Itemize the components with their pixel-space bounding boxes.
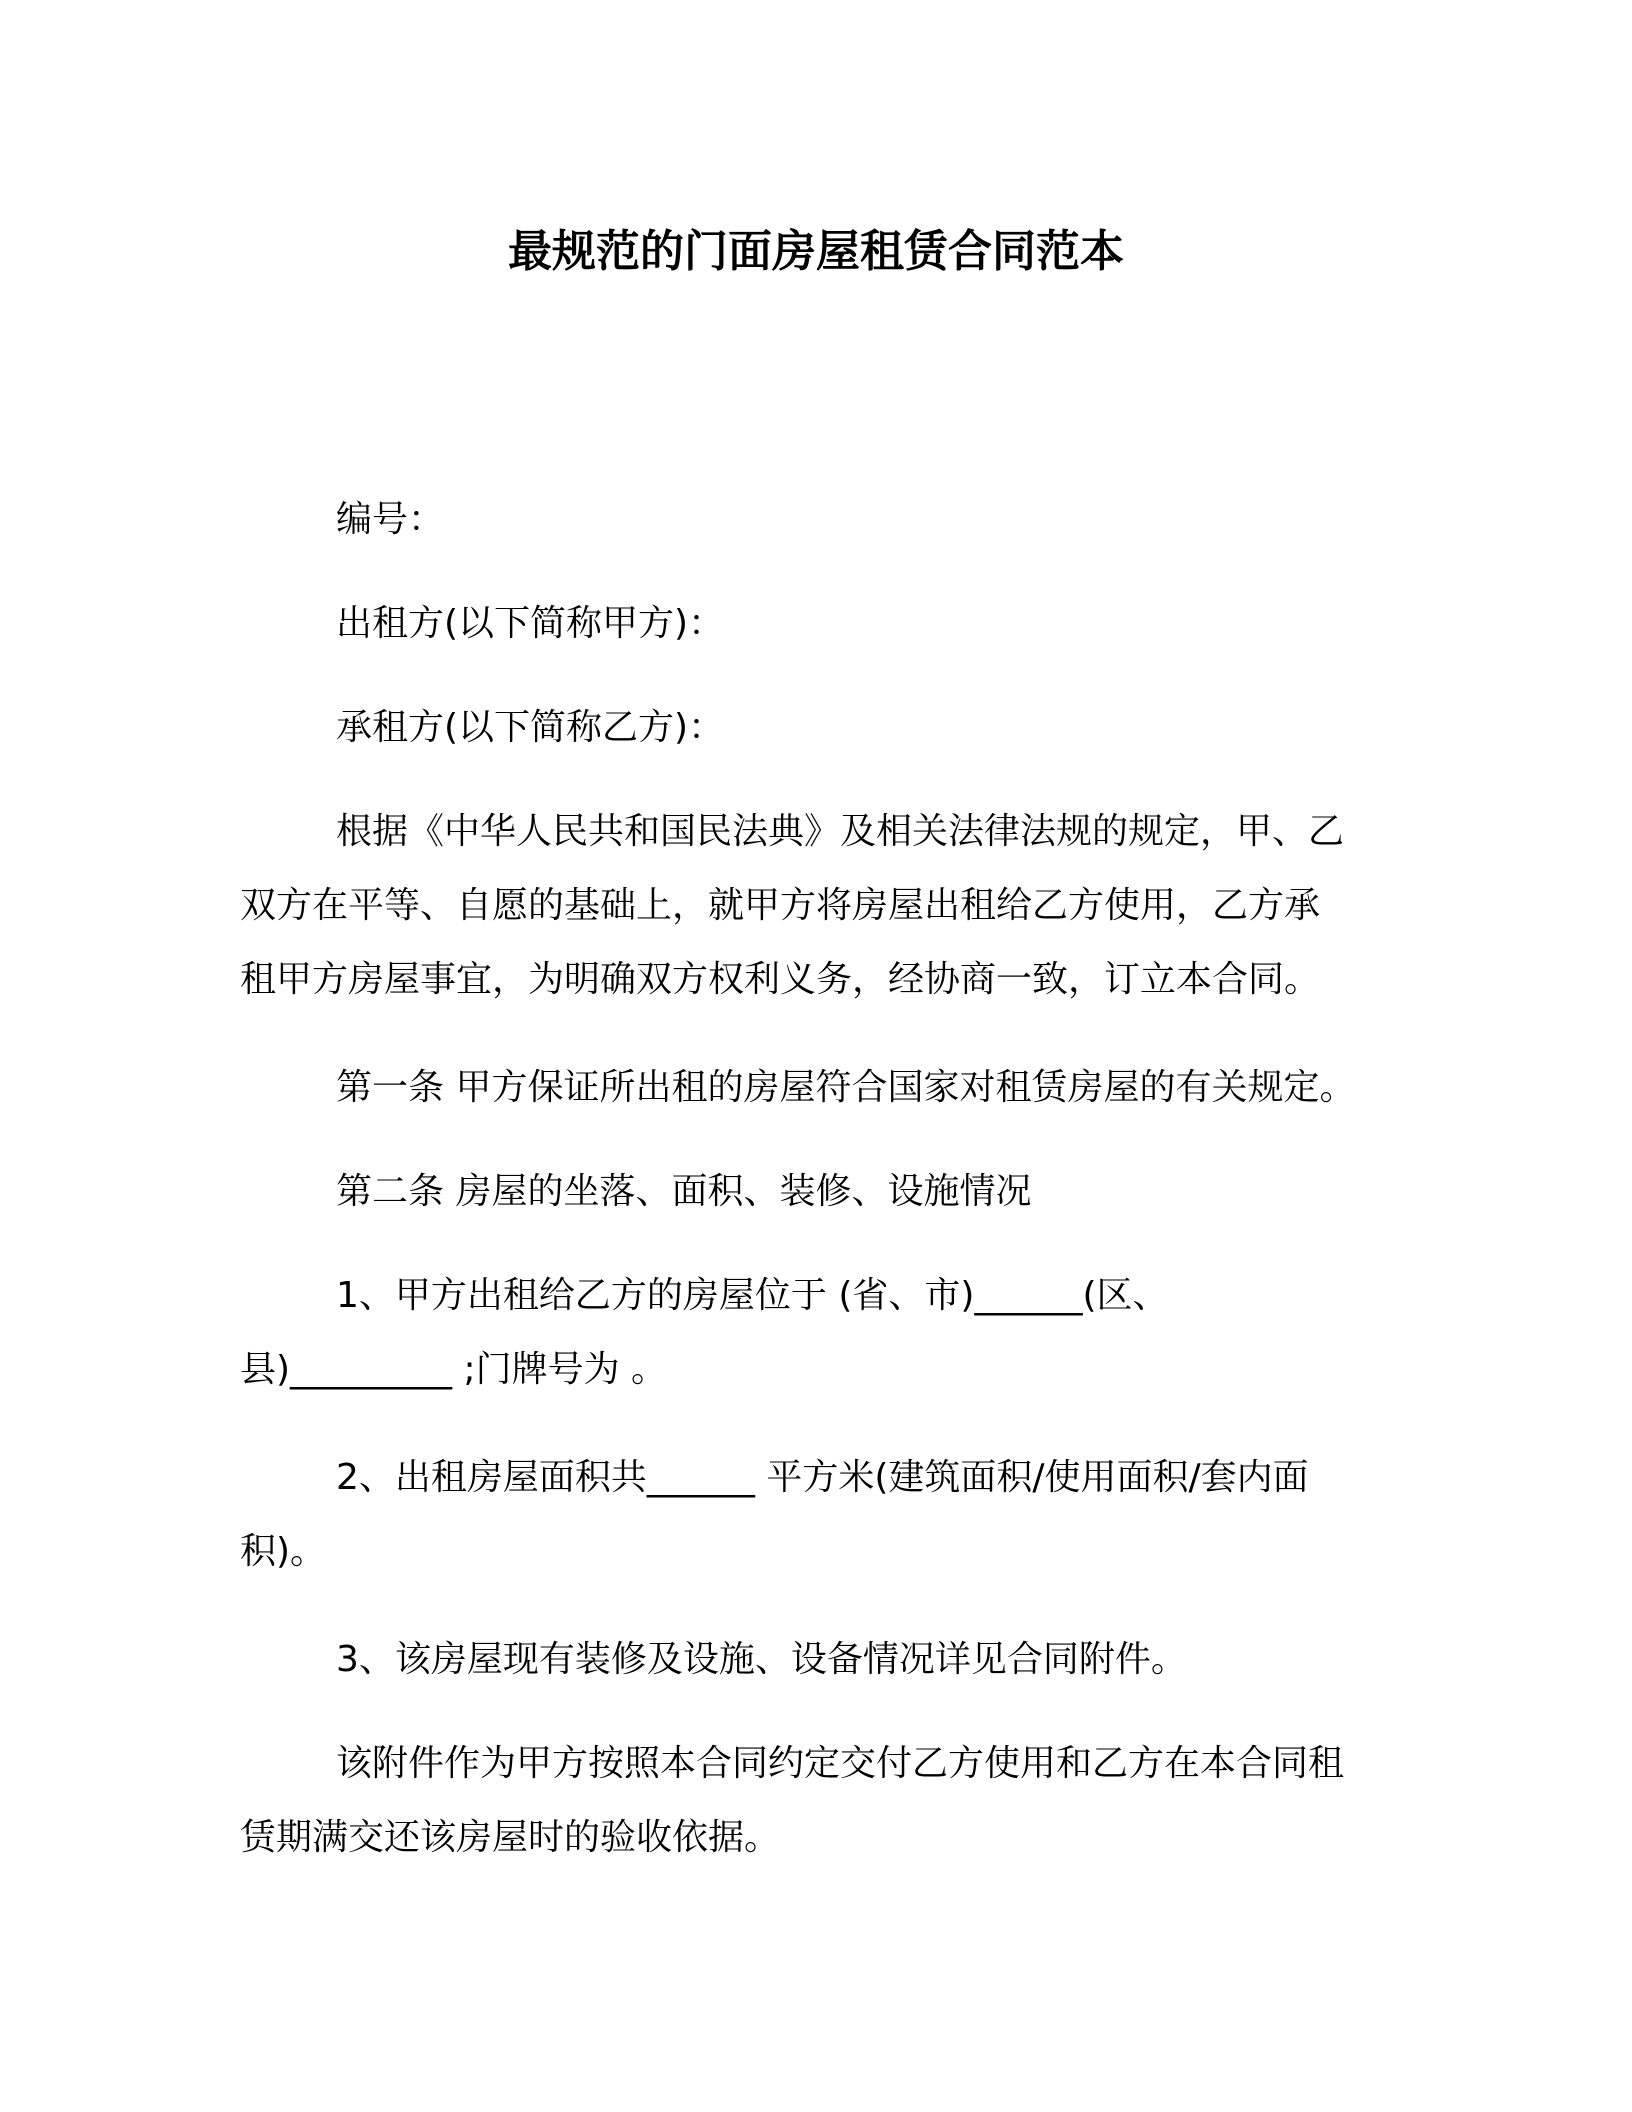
- preamble-line-2: 双方在平等、自愿的基础上，就甲方将房屋出租给乙方使用，乙方承: [240, 885, 1321, 926]
- document-title: 最规范的门面房屋租赁合同范本: [508, 226, 1124, 277]
- item-2-line-2: 积)。: [240, 1531, 327, 1572]
- number-field-label: 编号：: [336, 499, 445, 540]
- preamble-line-1: 根据《中华人民共和国民法典》及相关法律法规的规定，甲、乙: [336, 811, 1345, 852]
- article-2-heading: 第二条 房屋的坐落、面积、装修、设施情况: [336, 1171, 1032, 1212]
- attachment-note-line-1: 该附件作为甲方按照本合同约定交付乙方使用和乙方在本合同租: [336, 1743, 1345, 1784]
- preamble-line-3: 租甲方房屋事宜，为明确双方权利义务，经协商一致，订立本合同。: [240, 959, 1321, 1000]
- attachment-note-line-2: 赁期满交还该房屋时的验收依据。: [240, 1817, 781, 1858]
- item-1-line-1: 1、甲方出租给乙方的房屋位于 (省、市)______(区、: [336, 1275, 1169, 1316]
- article-1: 第一条 甲方保证所出租的房屋符合国家对租赁房屋的有关规定。: [336, 1067, 1356, 1108]
- lessee-field-label: 承租方(以下简称乙方)：: [336, 707, 725, 748]
- item-3: 3、该房屋现有装修及设施、设备情况详见合同附件。: [336, 1639, 1187, 1680]
- item-1-line-2: 县)_________ ;门牌号为 。: [240, 1349, 668, 1390]
- lessor-field-label: 出租方(以下简称甲方)：: [336, 603, 725, 644]
- item-2-line-1: 2、出租房屋面积共______ 平方米(建筑面积/使用面积/套内面: [336, 1457, 1309, 1498]
